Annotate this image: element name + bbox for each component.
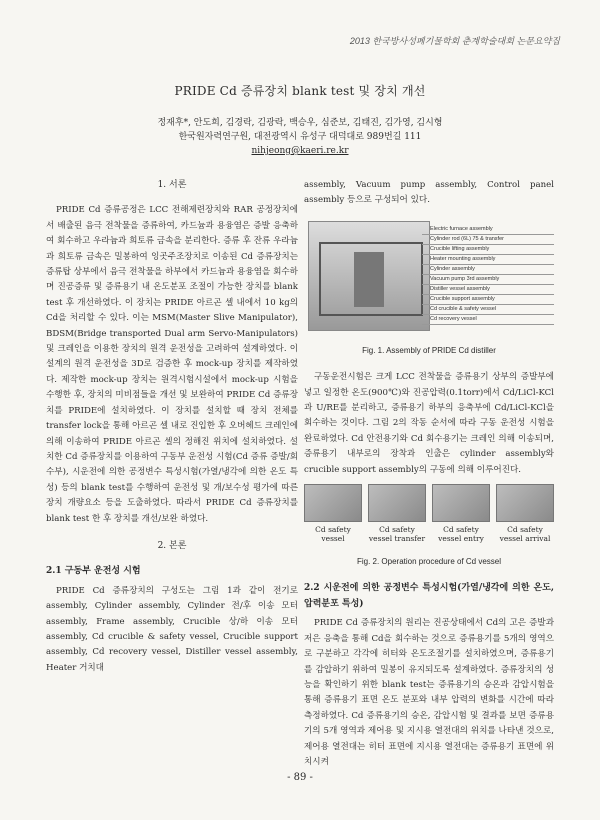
fig1-label: Cylinder rod (6L) 75 & transfer <box>422 235 554 245</box>
fig1-label: Cd recovery vessel <box>422 315 554 325</box>
fig1-label: Crucible support assembly <box>422 295 554 305</box>
paper-title: PRIDE Cd 증류장치 blank test 및 장치 개선 <box>174 84 426 98</box>
distiller-photo <box>308 221 430 331</box>
fig2-step <box>304 484 362 550</box>
figure-1-labels <box>422 225 554 325</box>
fig1-label: Cylinder assembly <box>422 265 554 275</box>
fig2-label: Cd safety vessel transfer <box>368 525 426 544</box>
left-column <box>46 178 298 676</box>
fig2-label: Cd safety vessel arrival <box>499 525 551 544</box>
author-block <box>0 116 600 158</box>
section-2-2-body: PRIDE Cd 증류장치의 원리는 진공상태에서 Cd의 고은 증발과 저은 응축을 통해 Cd을 회수하는 것으로 증류용기를 5개의 영역으로 구분하고 각각에 히터와 온도조절기를 설치하였으며, 증류용기를 감압하기 위하여 밀봉이 유지되도록 설계하였다. 증류장치의 성능을 확인하기 위한 blank test는 증류용기의 승온과 감압시험을 통해 증류용기 표면 온도 분포와 내부 압력의 변화를 시간에 따라 측정하였다. Cd 증류용기의 승온, 감압시험 및 결과를 보면 증류용기의 5개 영역과 제어용 및 지시용 열전대의 위치를 나타낸 것으로, 제어용 열전대는 히터 표면에 지시용 열전대는 증류용기 표면에 위치시켜 <box>304 618 554 767</box>
continued-body: assembly, Vacuum pump assembly, Control panel assembly 등으로 구성되어 있다. <box>304 180 554 206</box>
author-affiliation: 한국원자력연구원, 대전광역시 유성구 대덕대로 989번길 111 <box>178 132 422 142</box>
section-1-heading: 1. 서론 <box>157 180 187 190</box>
fig2-step <box>496 484 554 550</box>
right-column <box>304 178 554 770</box>
fig2-photo <box>432 484 490 522</box>
fig2-photo <box>368 484 426 522</box>
fig2-label: Cd safety vessel entry <box>438 525 484 544</box>
page-number: - 89 - <box>287 772 313 783</box>
fig2-step <box>432 484 490 550</box>
fig2-photo <box>496 484 554 522</box>
figure-1-caption: Fig. 1. Assembly of PRIDE Cd distiller <box>362 345 496 355</box>
fig1-label: Heater mounting assembly <box>422 255 554 265</box>
section-2-2-heading: 2.2 시운전에 의한 공정변수 특성시험(가열/냉각에 의한 온도, 압력분포 특성) <box>304 583 554 609</box>
fig2-photo <box>304 484 362 522</box>
author-email: nihjeong@kaeri.re.kr <box>251 146 349 156</box>
author-names: 정재후*, 안도희, 김경락, 김광락, 백승우, 심준보, 김태진, 김가영, 김시형 <box>157 118 443 128</box>
fig2-step <box>368 484 426 550</box>
section-2-1-body-cont: 구동운전시험은 크게 LCC 전착물을 증류용기 상부의 증발부에 넣고 일정한 온도(900℃)와 진공압력(0.1torr)에서 Cd/LiCl-KCl과 U/RE를 분리하고, 증류용기 하부의 응축부에 Cd/LiCl-KCl을 회수하는 것이다. 그림 2의 작동 순서에 따라 구동 운전성 시험을 완료하였다. Cd 안전용기와 Cd 회수용기는 크레인 의해 이송되며, 증류용기 내부로의 장착과 인출은 cylinder assembly와 crucible support assembly의 구동에 의해 이루어진다. <box>304 372 554 475</box>
figure-2 <box>304 484 554 550</box>
section-1-body: PRIDE Cd 증류공정은 LCC 전해제련장치와 RAR 공정장치에서 배출된 음극 전착물을 증류하여, 카드늄과 용융염은 증발 응축하여 회수하고 우라늄과 희토류 금속을 분리한다. 증류 후 잔류 우라늄과 희토류 금속은 밀봉하여 잉곳주조장치로 이송된 Cd 증류장치는 증류탑 상부에서 음극 전착물을 하부에서 카드늄과 용융염을 회수하며 진공증류 및 증류용기 내 온도분포 조절이 가능한 장치를 blank test 후 개선하였다. 이 장치는 PRIDE 아르곤 셀 내에서 10 kg의 Cd을 처리할 수 있다. 이는 MSM(Master Slive Manipulator), BDSM(Bridge transported Dual arm Servo-Manipulators) 및 크레인을 이용한 장치의 원격 운전성을 고려하여 설계하였다. 이 설계의 원격 운전성을 3D로 검증한 후 mock-up 장치를 제작하였다. 제작한 mock-up 장치는 원격시험시설에서 mock-up 시험을 수행한 후, 장치의 미비점들을 개선 및 보완하여 PRIDE Cd 증류장치를 PRIDE에 설치하였다. 이 장치를 설치할 때 장치 전체를 transfer lock을 통해 아르곤 셀 내로 진입한 후 오버헤드 크레인에 의해 이송하여 PRIDE 아르곤 셀의 정해진 위치에 설치하였다. 설치한 Cd 증류장치를 이용하여 구동부 운전성 시험(Cd 증류 증발/회수부), 시운전에 의한 공정변수 특성시험(가열/냉각에 의한 온도 특성) 등의 blank test를 수행하여 운전성 및 개/보수성 평가에 따른 장치 개량요소 등을 도출하였다. 따라서 PRIDE Cd 증류장치를 blank test 한 후 장치를 개선/보완 하였다. <box>46 205 298 524</box>
section-2-heading: 2. 본론 <box>157 540 187 551</box>
fig1-label: Cd crucible & safety vessel <box>422 305 554 315</box>
fig1-label: Electric furnace assembly <box>422 225 554 235</box>
section-2-1-body: PRIDE Cd 증류장치의 구성도는 그림 1과 같이 전기로 assembly, Cylinder assembly, Cylinder 전/후 이송 모터 assembly, Frame assembly, Crucible 상/하 이송 모터 assembly, Cd crucible & safety vessel, Crucible support assembly, Cd recovery vessel, Distiller vessel assembly, Heater 거치대 <box>46 585 298 673</box>
conference-header: 2013 한국방사성폐기물학회 춘계학술대회 논문요약집 <box>349 36 560 46</box>
section-2-1-heading: 2.1 구동부 운전성 시험 <box>46 566 141 577</box>
fig1-label: Crucible lifting assembly <box>422 245 554 255</box>
distiller-vessel-shape <box>354 252 384 307</box>
fig1-label: Distiller vessel assembly <box>422 285 554 295</box>
fig2-label: Cd safety vessel <box>315 525 351 544</box>
figure-2-caption: Fig. 2. Operation procedure of Cd vessel <box>356 557 502 567</box>
fig1-label: Vacuum pump 3rd assembly <box>422 275 554 285</box>
figure-1 <box>304 215 554 341</box>
